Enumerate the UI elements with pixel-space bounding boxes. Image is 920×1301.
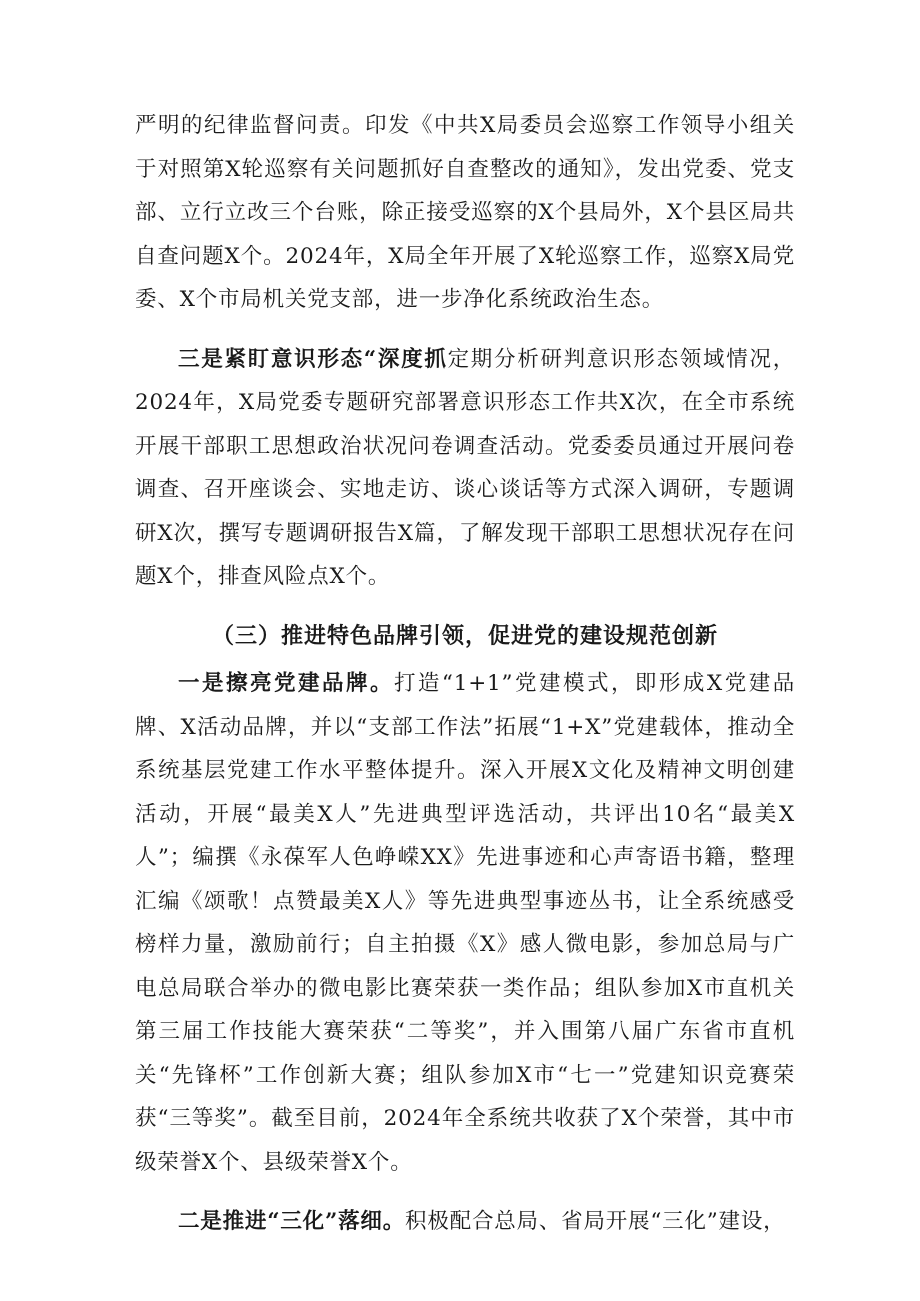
paragraph-party-brand [135,662,795,1184]
document-body [135,104,795,1260]
paragraph-text: 打造“1+1”党建模式，即形成X党建品牌、X活动品牌，并以“支部工作法”拓展“1+X”党建载体，推动全系统基层党建工作水平整体提升。深入开展X文化及精神文明创建活动，开展“最美X人”先进典型评选活动，共评出10名“最美X人”；编撰《永葆军人色峥嵘XX》先进事迹和心声寄语书籍，整理汇编《颂歌！点赞最美X人》等先进典型事迹丛书，让全系统感受榜样力量，激励前行；自主拍摄《X》感人微电影，参加总局与广电总局联合举办的微电影比赛荣获一类作品；组队参加X市直机关第三届工作技能大赛荣获“二等奖”，并入围第八届广东省市直机关“先锋杯”工作创新大赛；组队参加X市“七一”党建知识竞赛荣获“三等奖”。截至目前，2024年全系统共收获了X个荣誉，其中市级荣誉X个、县级荣誉X个。 [135,671,795,1175]
paragraph-text: 积极配合总局、省局开展“三化”建设， [405,1209,786,1234]
paragraph-lead: 三是紧盯意识形态“深度抓 [178,346,448,372]
section-heading: （三）推进特色品牌引领，促进党的建设规范创新 [211,622,718,649]
paragraph-lead: 一是擦亮党建品牌。 [178,671,394,696]
paragraph-three-transformations [135,1200,795,1244]
paragraph-text: 严明的纪律监督问责。印发《中共X局委员会巡察工作领导小组关于对照第X轮巡察有关问题抓好自查整改的通知》，发出党委、党支部、立行立改三个台账，除正接受巡察的X个县局外，X个县区局共自查问题X个。2024年，X局全年开展了X轮巡察工作，巡察X局党委、X个市局机关党支部，进一步净化系统政治生态。 [135,113,795,312]
paragraph-ideology [135,338,795,599]
paragraph-text: 定期分析研判意识形态领域情况，2024年，X局党委专题研究部署意识形态工作共X次，在全市系统开展干部职工思想政治状况问卷调查活动。党委委员通过开展问卷调查、召开座谈会、实地走访、谈心谈话等方式深入调研，专题调研X次，撰写专题调研报告X篇，了解发现干部职工思想状况存在问题X个，排查风险点X个。 [135,346,795,589]
paragraph-lead: 二是推进“三化”落细。 [178,1209,406,1234]
paragraph-discipline-inspection [135,104,795,322]
